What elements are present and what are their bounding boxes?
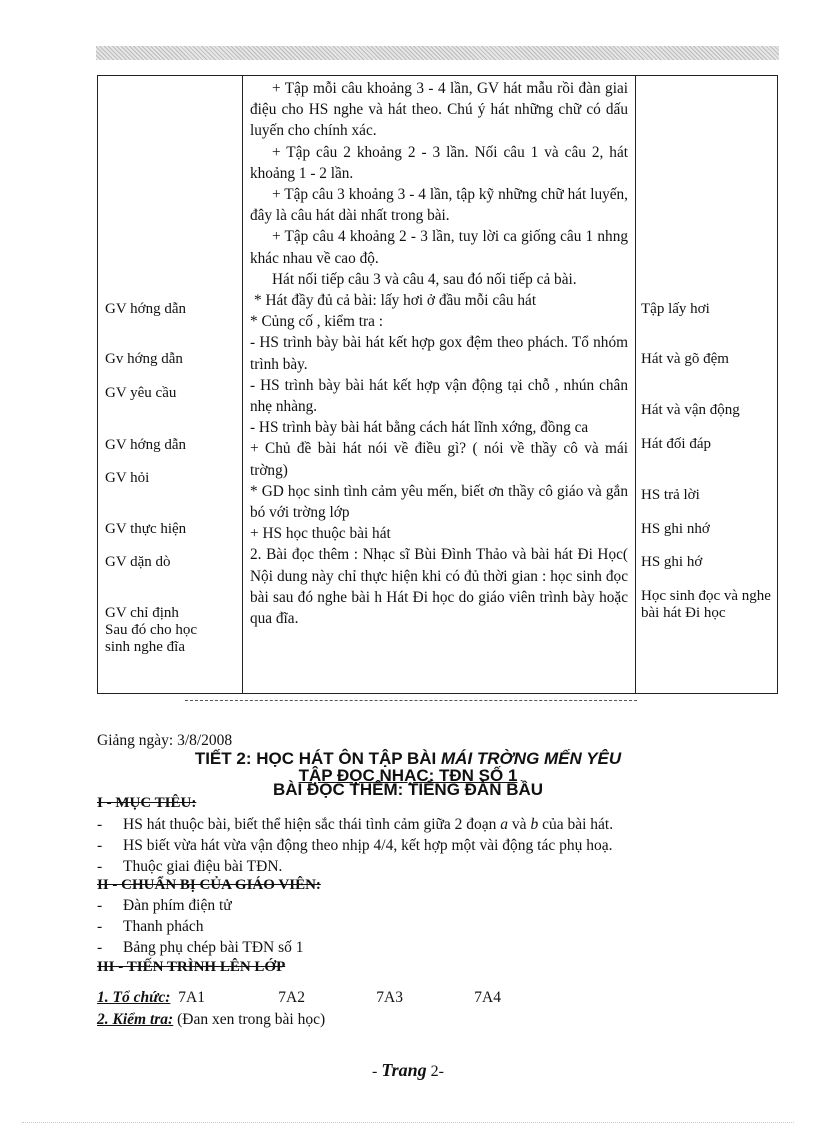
content-paragraph: 2. Bài đọc thêm : Nhạc sĩ Bùi Đình Thảo và bài hát Đi Học( Nội dung này chỉ thực hiện khi có đủ thời gian : học sinh đọc bài sau đó nghe bài h Hát Đi học do giáo viên trình bày hoặc qua đĩa. bbox=[250, 546, 628, 628]
class-label: 7A4 bbox=[474, 989, 501, 1006]
page-footer bbox=[0, 1060, 816, 1081]
student-activity: Hát đối đáp bbox=[641, 436, 711, 452]
student-activity: HS ghi hớ bbox=[641, 554, 703, 570]
list-item bbox=[97, 858, 282, 876]
date-line: Giảng ngày: 3/8/2008 bbox=[97, 732, 233, 749]
song-title: MÁI TRỜNG MẾN YÊU bbox=[441, 749, 622, 768]
bullet: - bbox=[97, 918, 103, 935]
student-activity: HS ghi nhớ bbox=[641, 521, 710, 537]
section-procedure: III - TIẾN TRÌNH LÊN LỚP bbox=[97, 959, 286, 975]
subtitle-extra: BÀI ĐỌC THÊM: TIẾNG ĐÀN BẦU bbox=[272, 780, 544, 799]
content-paragraph: + HS học thuộc bài hát bbox=[250, 525, 391, 543]
student-activity: Hát và vận động bbox=[641, 402, 740, 418]
footer-word: Trang bbox=[381, 1060, 427, 1080]
check-label: 2. Kiểm tra: bbox=[97, 1011, 174, 1028]
objective-text: Thuộc giai điệu bài TĐN. bbox=[123, 858, 283, 875]
bullet: - bbox=[97, 837, 103, 854]
content-paragraph: + Chủ đề bài hát nói về điều gì? ( nói về thầy cô và mái trờng) bbox=[250, 440, 628, 479]
lesson-title-prefix: TIẾT 2: HỌC HÁT ÔN TẬP BÀI bbox=[194, 749, 442, 768]
content-paragraph: + Tập câu 3 khoảng 3 - 4 lần, tập kỹ những chữ hát luyến, đây là câu hát dài nhất trong bài. bbox=[250, 186, 628, 225]
content-paragraph: * Củng cố , kiểm tra : bbox=[250, 313, 383, 331]
content-paragraph: - HS trình bày bài hát kết hợp vận động tại chỗ , nhún chân nhẹ nhàng. bbox=[250, 376, 628, 416]
list-item bbox=[97, 939, 304, 957]
teacher-activity: GV hớng dẫn bbox=[105, 301, 186, 317]
content-paragraph: - HS trình bày bài hát kết hợp gox đệm theo phách. Tổ nhóm trình bày. bbox=[250, 334, 628, 373]
teacher-activity: GV yêu cầu bbox=[105, 385, 177, 401]
teacher-activity: GV hớng dẫn bbox=[105, 437, 186, 453]
list-item bbox=[97, 897, 232, 915]
part-a: a bbox=[500, 816, 509, 833]
teacher-activity: Sau đó cho học bbox=[105, 622, 198, 638]
check-line bbox=[97, 1011, 325, 1029]
separator bbox=[185, 700, 637, 701]
bullet: - bbox=[97, 858, 103, 875]
student-activity: Học sinh đọc và nghe bài hát Đi học bbox=[641, 588, 771, 621]
bullet: - bbox=[97, 939, 103, 956]
teacher-activity: GV dặn dò bbox=[105, 554, 171, 570]
student-activity: Tập lấy hơi bbox=[641, 301, 710, 317]
footer-prefix: - bbox=[372, 1063, 382, 1080]
list-item bbox=[97, 816, 613, 834]
content-paragraph: + Tập câu 4 khoảng 2 - 3 lần, tuy lời ca giống câu 1 nhng khác nhau về cao độ. bbox=[250, 228, 628, 267]
teacher-activity: sinh nghe đĩa bbox=[105, 639, 185, 655]
lesson-content bbox=[250, 78, 628, 629]
column-divider bbox=[635, 76, 636, 693]
content-paragraph: Hát nối tiếp câu 3 và câu 4, sau đó nối tiếp cả bài. bbox=[272, 270, 577, 288]
student-activity: Hát và gõ đệm bbox=[641, 351, 729, 367]
teacher-activity: GV thực hiện bbox=[105, 521, 187, 537]
page-number: 2- bbox=[426, 1063, 444, 1080]
section-objectives: I - MỤC TIÊU: bbox=[97, 795, 197, 811]
teacher-activity: GV chỉ định bbox=[105, 605, 179, 621]
objective-text: HS hát thuộc bài, biết thể hiện sắc thái tình cảm giữa 2 đoạn bbox=[123, 816, 501, 833]
class-label: 7A2 bbox=[278, 989, 305, 1006]
content-paragraph: + Tập câu 2 khoảng 2 - 3 lần. Nối câu 1 và câu 2, hát khoảng 1 - 2 lần. bbox=[250, 143, 628, 182]
content-paragraph: - HS trình bày bài hát bằng cách hát lĩnh xớng, đồng ca bbox=[250, 419, 589, 437]
bullet: - bbox=[97, 816, 103, 833]
teacher-activity: Gv hớng dẫn bbox=[105, 351, 183, 367]
material-text: Thanh phách bbox=[123, 918, 204, 935]
bullet: - bbox=[97, 897, 103, 914]
content-paragraph: + Tập mỗi câu khoảng 3 - 4 lần, GV hát mẫu rồi đàn giai điệu cho HS nghe và hát theo. Chú ý hát những chữ có dấu luyến cho chính xác. bbox=[250, 80, 628, 140]
lesson-table bbox=[97, 75, 778, 694]
student-activity: HS trả lời bbox=[641, 487, 700, 503]
objective-end: của bài hát. bbox=[538, 816, 614, 833]
header-band bbox=[96, 46, 779, 60]
list-item bbox=[97, 837, 612, 855]
content-paragraph: * Hát đầy đủ cả bài: lấy hơi ở đầu mỗi câu hát bbox=[254, 292, 537, 310]
conjunction: và bbox=[508, 816, 531, 833]
subtitle-reading: TẬP ĐỌC NHẠC: TĐN SỐ 1 bbox=[298, 766, 518, 785]
organization-label: 1. Tổ chức: bbox=[97, 989, 171, 1006]
section-preparation: II - CHUẨN BỊ CỦA GIÁO VIÊN: bbox=[97, 877, 321, 893]
material-text: Đàn phím điện tử bbox=[123, 897, 232, 914]
organization-line bbox=[97, 989, 501, 1007]
class-label: 7A1 bbox=[178, 989, 205, 1006]
class-label: 7A3 bbox=[376, 989, 403, 1006]
list-item bbox=[97, 918, 203, 936]
objective-text: HS biết vừa hát vừa vận động theo nhịp 4/4, kết hợp một vài động tác phụ hoạ. bbox=[123, 837, 613, 854]
material-text: Bảng phụ chép bài TĐN số 1 bbox=[123, 939, 304, 956]
check-text: (Đan xen trong bài học) bbox=[173, 1011, 326, 1028]
part-b: b bbox=[530, 816, 539, 833]
teacher-activity: GV hỏi bbox=[105, 470, 150, 486]
content-paragraph: * GD học sinh tình cảm yêu mến, biết ơn thầy cô giáo và gắn bó với trờng lớp bbox=[250, 482, 628, 522]
